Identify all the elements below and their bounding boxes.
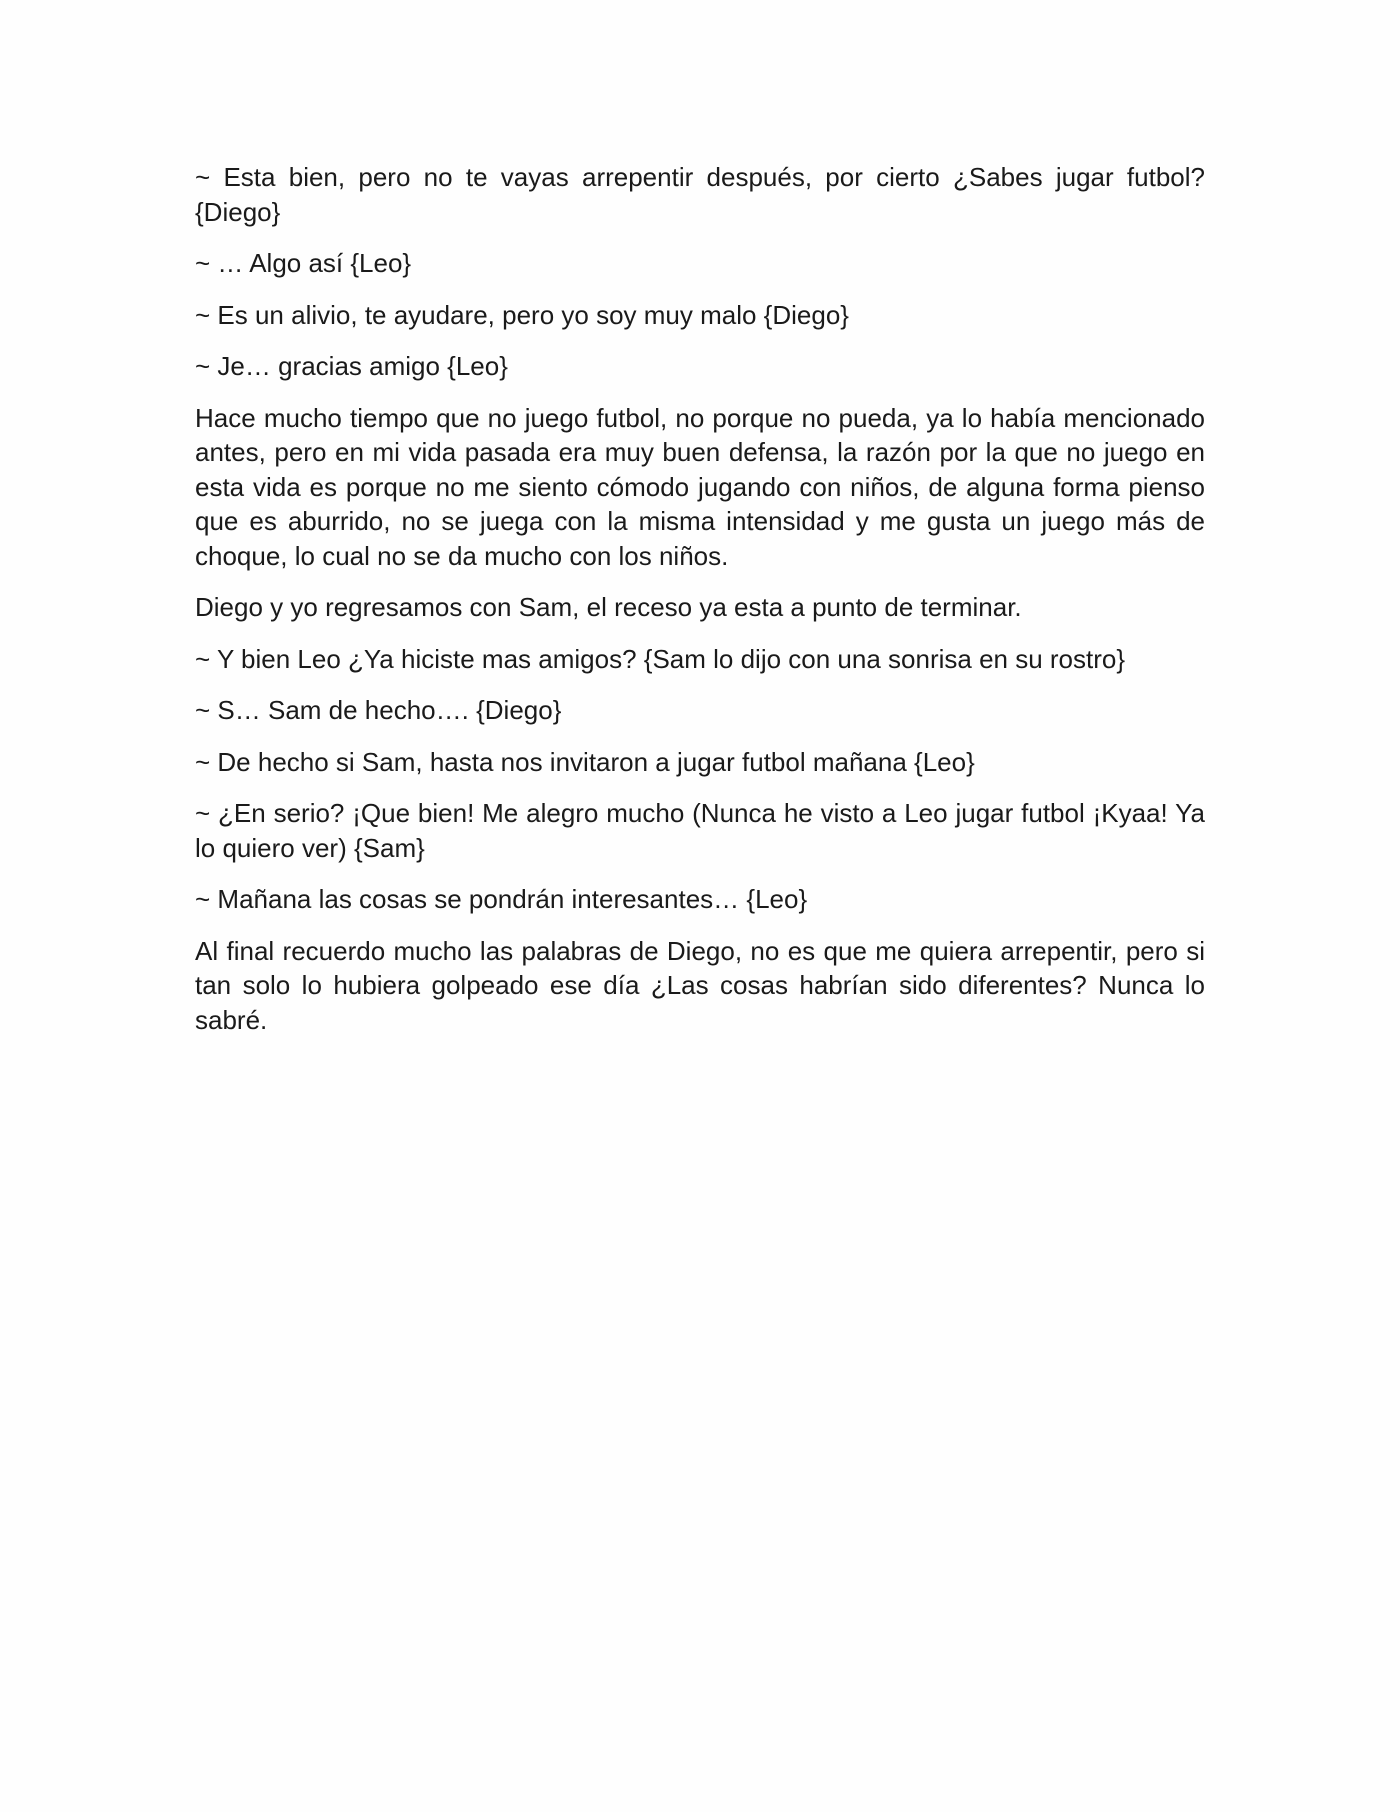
dialogue-line: ~ Y bien Leo ¿Ya hiciste mas amigos? {Sam lo dijo con una sonrisa en su rostro}	[195, 643, 1126, 674]
dialogue-line: ~ Es un alivio, te ayudare, pero yo soy muy malo {Diego}	[195, 299, 849, 330]
dialogue-line: ~ Mañana las cosas se pondrán interesantes… {Leo}	[195, 884, 808, 914]
narrative-paragraph: Al final recuerdo mucho las palabras de Diego, no es que me quiera arrepentir, pero si tan solo lo hubiera golpeado ese día ¿Las cosas habrían sido diferentes? Nunca lo sabré.	[195, 935, 1205, 1035]
narrative-paragraph: Diego y yo regresamos con Sam, el receso ya esta a punto de terminar.	[195, 592, 1022, 622]
dialogue-line: ~ Esta bien, pero no te vayas arrepentir después, por cierto ¿Sabes jugar futbol? {Diego}	[195, 162, 1205, 227]
dialogue-line: ~ Je… gracias amigo {Leo}	[195, 351, 508, 381]
dialogue-line: ~ S… Sam de hecho…. {Diego}	[195, 695, 562, 725]
narrative-paragraph: Hace mucho tiempo que no juego futbol, no porque no pueda, ya lo había mencionado antes, pero en mi vida pasada era muy buen defensa, la razón por la que no juego en esta vida es porque no me siento cómodo jugando con niños, de alguna forma pienso que es aburrido, no se juega con la misma intensidad y me gusta un juego más de choque, lo cual no se da mucho con los niños.	[195, 402, 1205, 571]
dialogue-line: ~ ¿En serio? ¡Que bien! Me alegro mucho (Nunca he visto a Leo jugar futbol ¡Kyaa! Ya lo quiero ver) {Sam}	[195, 798, 1205, 863]
document-body	[195, 160, 1205, 1054]
dialogue-line: ~ … Algo así {Leo}	[195, 248, 412, 278]
dialogue-line: ~ De hecho si Sam, hasta nos invitaron a jugar futbol mañana {Leo}	[195, 746, 975, 777]
